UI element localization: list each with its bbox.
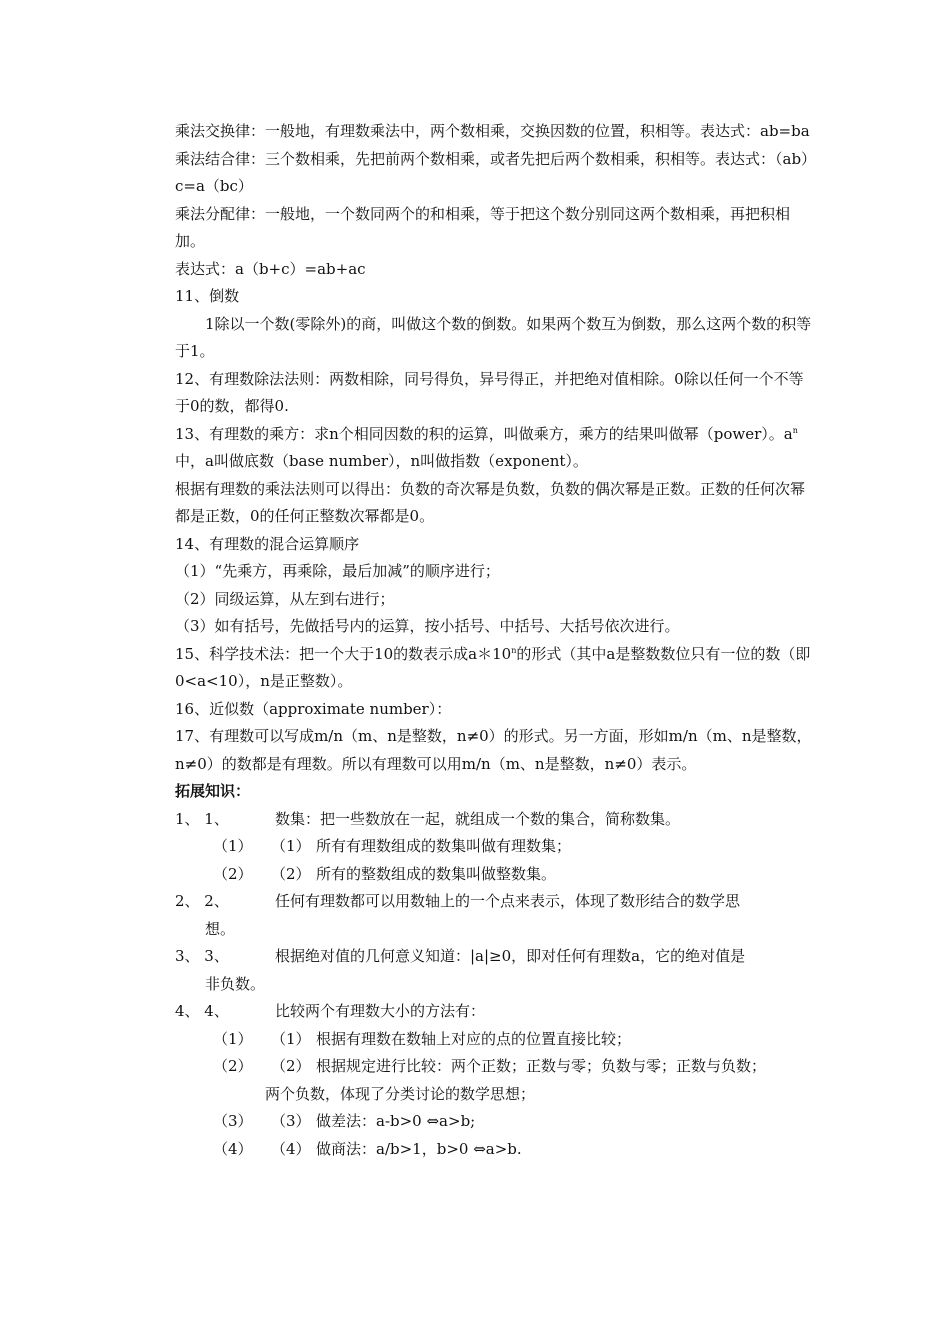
extension-heading: 拓展知识： [175, 782, 251, 800]
ext-item-4-sub-2-continuation: 两个负数，体现了分类讨论的数学思想； [265, 1084, 536, 1103]
multiplication-commutative-law: 乘法交换律：一般地，有理数乘法中，两个数相乘，交换因数的位置，积相等。表达式：ab=ba [175, 122, 810, 140]
sub-number-b: （1） [271, 837, 311, 855]
ext-item-4-sub-3 [175, 1108, 815, 1136]
section-12-division-rule: 12、有理数除法法则：两数相除，同号得负，异号得正，并把绝对值相除。0除以任何一个不等于0的数，都得0. [175, 369, 804, 415]
ext-item-4-sub-4 [175, 1136, 815, 1164]
sci-superscript: n [511, 645, 517, 655]
ext-item-4-number: 4、 4、 [175, 1002, 229, 1020]
reciprocal-definition: 1除以一个数(零除外)的商，叫做这个数的倒数。如果两个数互为倒数，那么这两个数的积等于1。 [175, 314, 812, 360]
ext-item-1 [175, 806, 815, 834]
ext-item-2-number: 2、 2、 [175, 892, 229, 910]
sub-text: 做商法：a/b>1，b>0 ⇔a>b. [316, 1139, 522, 1158]
document-body [175, 118, 815, 1163]
power-superscript: n [792, 425, 798, 435]
sub-number-a: （3） [213, 1112, 253, 1130]
section-11-heading: 11、倒数 [175, 287, 240, 305]
ext-item-1-sub-2 [175, 861, 815, 889]
sub-number-b: （1） [271, 1029, 311, 1048]
power-text-a: 13、有理数的乘方：求n个相同因数的积的运算，叫做乘方，乘方的结果叫做幂（power）。a [175, 424, 793, 443]
distributive-expression: 表达式：a（b+c）=ab+ac [175, 259, 366, 278]
sub-number-a: （2） [213, 864, 253, 883]
order-rule-2: （2）同级运算，从左到右进行； [175, 589, 395, 608]
sci-text-b: 的形式（其中a是整数数位只有一位的数（即0<a<10），n是正整数）。 [175, 644, 811, 690]
ext-item-4-text: 比较两个有理数大小的方法有： [275, 1002, 486, 1020]
sub-text: 根据规定进行比较：两个正数；正数与零；负数与零；正数与负数； [316, 1057, 767, 1075]
sub-text: 所有有理数组成的数集叫做有理数集； [316, 837, 572, 855]
ext-item-1-number: 1、 1、 [175, 809, 229, 828]
ext-item-2 [175, 888, 815, 916]
ext-item-3 [175, 943, 815, 971]
order-rule-3: （3）如有括号，先做括号内的运算，按小括号、中括号、大括号依次进行。 [175, 617, 680, 635]
ext-item-3-continuation: 非负数。 [205, 974, 266, 993]
section-17-rational-form: 17、有理数可以写成m/n（m、n是整数，n≠0）的形式。另一方面，形如m/n（m、n是整数，n≠0）的数都是有理数。所以有理数可以用m/n（m、n是整数，n≠0）表示。 [175, 727, 812, 773]
sub-number-a: （1） [213, 837, 253, 855]
sub-text: 所有的整数组成的数集叫做整数集。 [316, 864, 557, 883]
sci-text-a: 15、科学技术法：把一个大于10的数表示成a＊10 [175, 644, 512, 663]
sub-number-a: （1） [213, 1029, 253, 1048]
section-13-power [175, 421, 815, 476]
ext-item-3-number: 3、 3、 [175, 947, 229, 965]
ext-item-1-sub-1 [175, 833, 815, 861]
ext-item-2-text: 任何有理数都可以用数轴上的一个点来表示，体现了数形结合的数学思 [275, 892, 741, 910]
ext-item-4 [175, 998, 815, 1026]
section-15-scientific-notation [175, 641, 815, 696]
ext-item-2-continuation: 想。 [205, 919, 236, 938]
sub-number-a: （4） [213, 1139, 253, 1158]
ext-item-3-text: 根据绝对值的几何意义知道：|a|≥0，即对任何有理数a，它的绝对值是 [275, 947, 746, 965]
multiplication-associative-law: 乘法结合律：三个数相乘，先把前两个数相乘，或者先把后两个数相乘，积相等。表达式：（ab）c=a（bc） [175, 149, 809, 195]
power-sign-rule: 根据有理数的乘法法则可以得出：负数的奇次幂是负数，负数的偶次幂是正数。正数的任何次幂都是正数，0的任何正整数次幂都是0。 [175, 479, 806, 525]
sub-number-b: （3） [271, 1112, 311, 1130]
multiplication-distributive-law: 乘法分配律：一般地，一个数同两个的和相乘，等于把这个数分别同这两个数相乘，再把积相加。 [175, 204, 791, 250]
section-16-approximate: 16、近似数（approximate number）： [175, 699, 452, 718]
ext-item-1-text: 数集：把一些数放在一起，就组成一个数的集合，简称数集。 [275, 809, 681, 828]
sub-number-b: （4） [271, 1139, 311, 1158]
sub-number-b: （2） [271, 1057, 311, 1075]
sub-text: 根据有理数在数轴上对应的点的位置直接比较； [316, 1029, 632, 1048]
order-rule-1: （1）“先乘方，再乘除，最后加减”的顺序进行； [175, 562, 500, 580]
section-14-heading: 14、有理数的混合运算顺序 [175, 534, 360, 553]
ext-item-4-sub-2 [175, 1053, 815, 1081]
sub-text: 做差法：a-b>0 ⇔a>b; [316, 1112, 476, 1130]
ext-item-4-sub-1 [175, 1026, 815, 1054]
sub-number-b: （2） [271, 864, 311, 883]
sub-number-a: （2） [213, 1057, 253, 1075]
power-text-b: 中，a叫做底数（base number），n叫做指数（exponent）。 [175, 452, 588, 470]
